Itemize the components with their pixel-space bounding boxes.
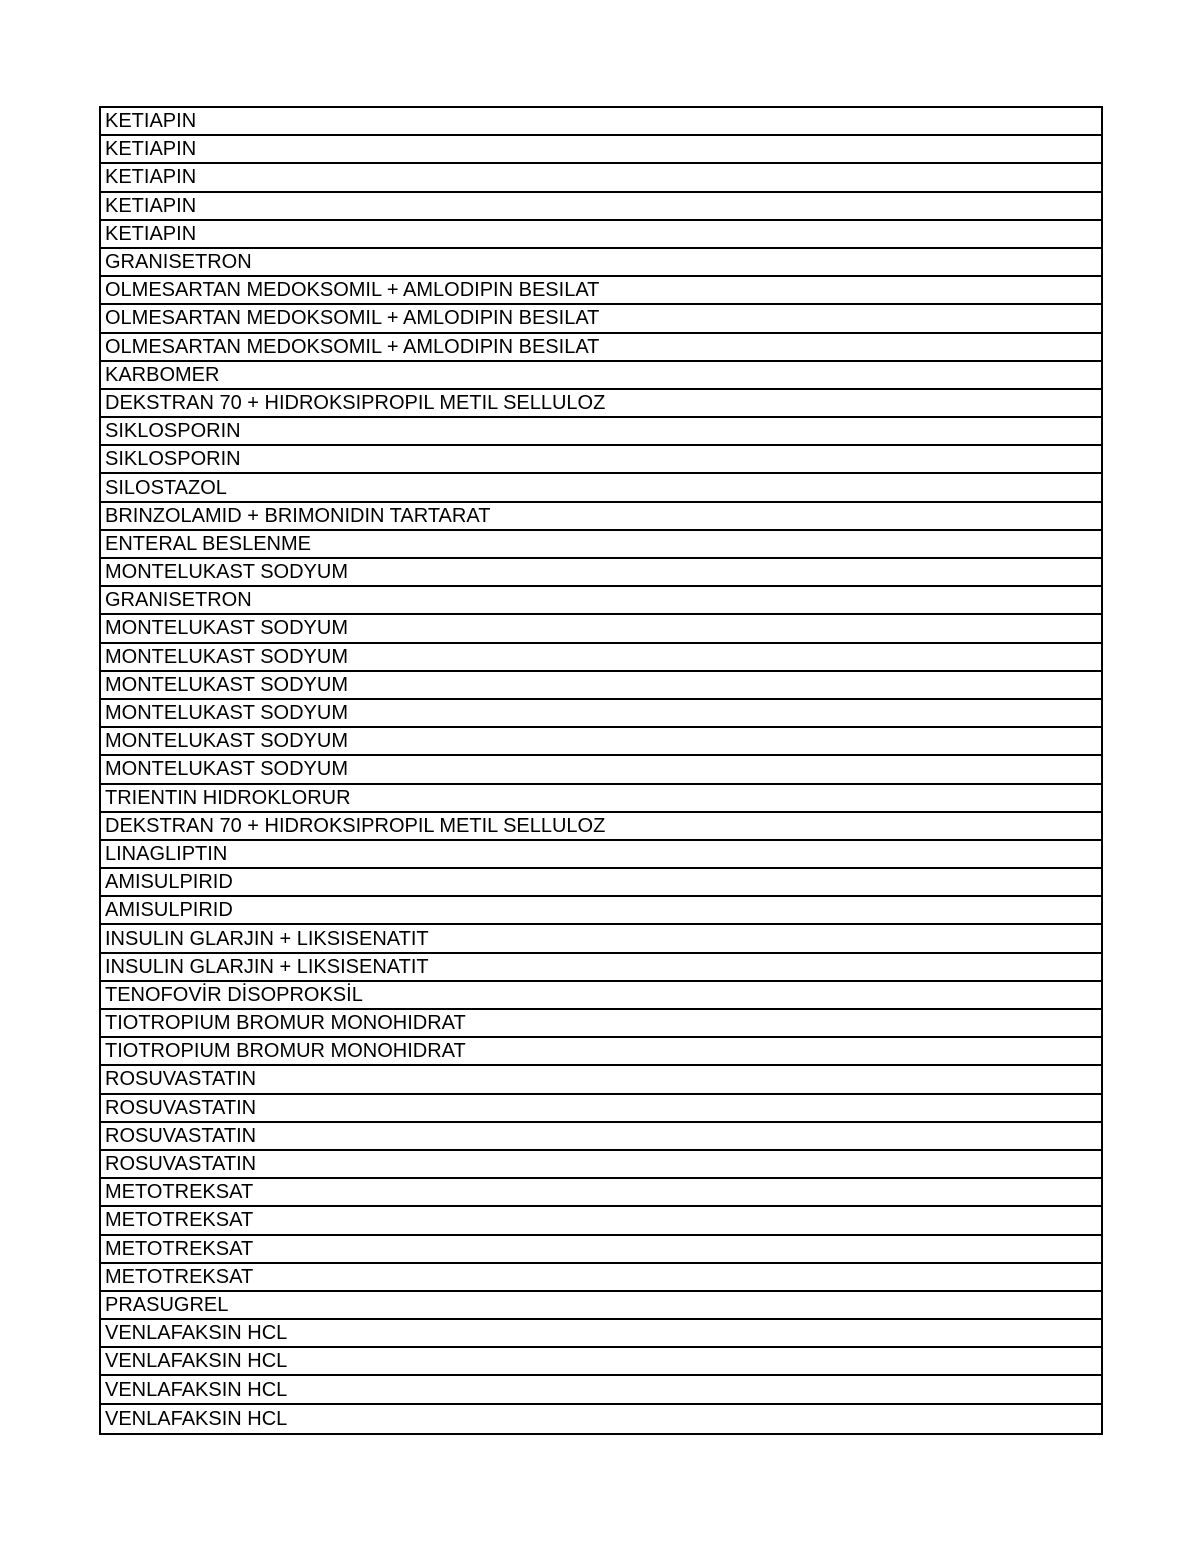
table-row: VENLAFAKSIN HCL — [105, 1407, 288, 1430]
table-row: MONTELUKAST SODYUM — [101, 644, 1101, 672]
table-row: PRASUGREL — [101, 1292, 1101, 1320]
table-row: MONTELUKAST SODYUM — [101, 615, 1101, 643]
table-row: KETIAPIN — [101, 221, 1101, 249]
table-row: TENOFOVİR DİSOPROKSİL — [101, 982, 1101, 1010]
table-row: GRANISETRON — [101, 249, 1101, 277]
table-row: AMISULPIRID — [101, 897, 1101, 925]
table-row: KETIAPIN — [101, 193, 1101, 221]
table-row: SILOSTAZOL — [101, 474, 1101, 502]
table-row: KETIAPIN — [101, 108, 1101, 136]
table-row: LINAGLIPTIN — [101, 841, 1101, 869]
table-row: DEKSTRAN 70 + HIDROKSIPROPIL METIL SELLULOZ — [101, 813, 1101, 841]
table-row: KETIAPIN — [101, 164, 1101, 192]
table-row: AMISULPIRID — [101, 869, 1101, 897]
table-row: MONTELUKAST SODYUM — [101, 672, 1101, 700]
table-row: SIKLOSPORIN — [101, 418, 1101, 446]
table-row: ROSUVASTATIN — [101, 1095, 1101, 1123]
table-row: BRINZOLAMID + BRIMONIDIN TARTARAT — [101, 503, 1101, 531]
table-row: GRANISETRON — [101, 587, 1101, 615]
table-row: MONTELUKAST SODYUM — [101, 756, 1101, 784]
table-row: INSULIN GLARJIN + LIKSISENATIT — [101, 954, 1101, 982]
table-row: VENLAFAKSIN HCL — [101, 1376, 1101, 1404]
table-row: KETIAPIN — [101, 136, 1101, 164]
table-row: ROSUVASTATIN — [101, 1123, 1101, 1151]
table-row: MONTELUKAST SODYUM — [101, 559, 1101, 587]
table-row: METOTREKSAT — [101, 1179, 1101, 1207]
table-row: ROSUVASTATIN — [101, 1151, 1101, 1179]
table-row: SIKLOSPORIN — [101, 446, 1101, 474]
table-row: TRIENTIN HIDROKLORUR — [101, 785, 1101, 813]
drug-name-table — [99, 106, 1103, 1435]
table-row: VENLAFAKSIN HCL — [101, 1320, 1101, 1348]
table-row: TIOTROPIUM BROMUR MONOHIDRAT — [101, 1038, 1101, 1066]
table-row: ENTERAL BESLENME — [101, 531, 1101, 559]
table-row: METOTREKSAT — [101, 1236, 1101, 1264]
table-row: OLMESARTAN MEDOKSOMIL + AMLODIPIN BESILAT — [101, 305, 1101, 333]
table-row: TIOTROPIUM BROMUR MONOHIDRAT — [101, 1010, 1101, 1038]
table-row: OLMESARTAN MEDOKSOMIL + AMLODIPIN BESILAT — [101, 334, 1101, 362]
table-row: INSULIN GLARJIN + LIKSISENATIT — [101, 925, 1101, 953]
table-row: MONTELUKAST SODYUM — [101, 728, 1101, 756]
table-row: METOTREKSAT — [101, 1207, 1101, 1235]
table-row: METOTREKSAT — [101, 1264, 1101, 1292]
table-row: VENLAFAKSIN HCL — [101, 1348, 1101, 1376]
table-row: OLMESARTAN MEDOKSOMIL + AMLODIPIN BESILAT — [101, 277, 1101, 305]
table-row: ROSUVASTATIN — [101, 1066, 1101, 1094]
table-row: MONTELUKAST SODYUM — [101, 700, 1101, 728]
table-row: DEKSTRAN 70 + HIDROKSIPROPIL METIL SELLULOZ — [101, 390, 1101, 418]
table-row: KARBOMER — [101, 362, 1101, 390]
